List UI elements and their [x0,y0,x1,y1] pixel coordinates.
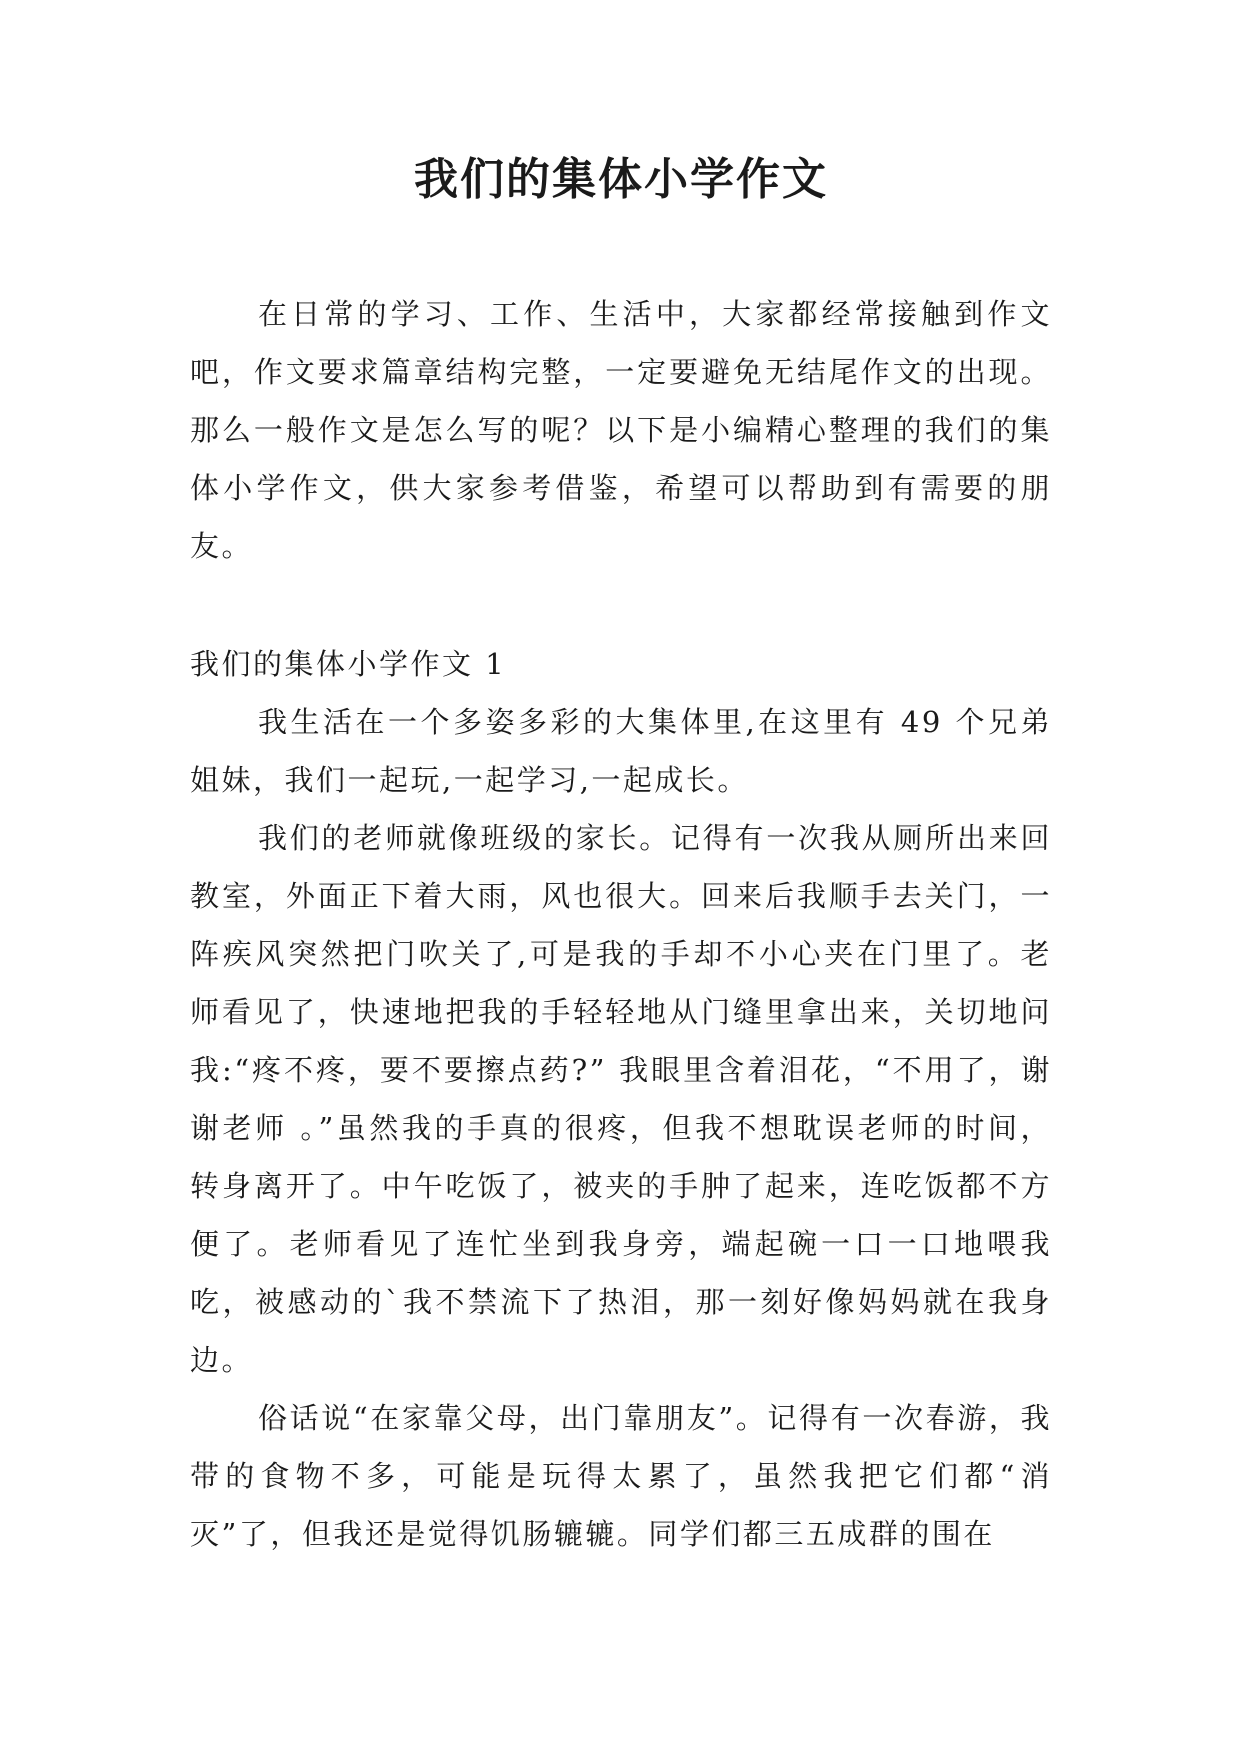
body-paragraph: 我们的老师就像班级的家长。记得有一次我从厕所出来回教室，外面正下着大雨，风也很大。回来后我顺手去关门，一阵疾风突然把门吹关了,可是我的手却不小心夹在门里了。老师看见了，快速地把我的手轻轻地从门缝里拿出来，关切地问我:“疼不疼，要不要擦点药?” 我眼里含着泪花，“不用了，谢谢老师 。”虽然我的手真的很疼，但我不想耽误老师的时间，转身离开了。中午吃饭了，被夹的手肿了起来，连吃饭都不方便了。老师看见了连忙坐到我身旁，端起碗一口一口地喂我吃，被感动的`我不禁流下了热泪，那一刻好像妈妈就在我身边。 [190,821,1052,1377]
body-paragraph: 俗话说“在家靠父母，出门靠朋友”。记得有一次春游，我带的食物不多，可能是玩得太累了，虽然我把它们都“消灭”了，但我还是觉得饥肠辘辘。同学们都三五成群的围在 [190,1401,1052,1551]
intro-paragraph: 在日常的学习、工作、生活中，大家都经常接触到作文吧，作文要求篇章结构完整，一定要避免无结尾作文的出现。那么一般作文是怎么写的呢？以下是小编精心整理的我们的集体小学作文，供大家参考借鉴，希望可以帮助到有需要的朋友。 [190,297,1052,563]
section-heading: 我们的集体小学作文 1 [190,647,507,681]
document-title: 我们的集体小学作文 [414,154,828,205]
body-paragraph: 我生活在一个多姿多彩的大集体里,在这里有 49 个兄弟姐妹，我们一起玩,一起学习,一起成长。 [190,705,1052,797]
